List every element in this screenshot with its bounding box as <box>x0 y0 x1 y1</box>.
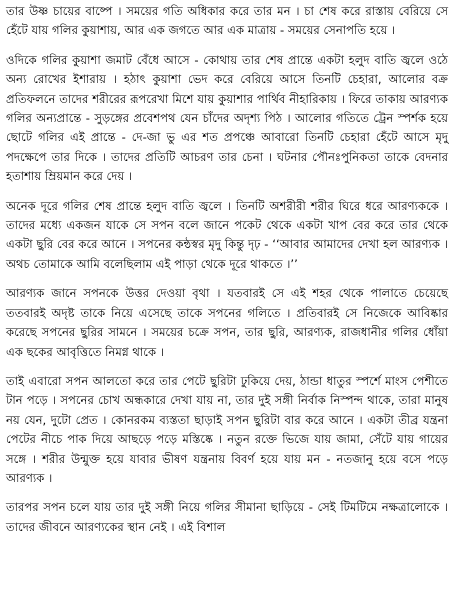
paragraph-1: তার উষ্ণ চায়ের বাষ্পে । সময়ের গতি অধিকার করে তার মন । চা শেষ করে রাস্তায় বেরিয়ে সে হেঁটে যায় গলির কুয়াশায়, আর এক জগতে আর এক মাত্রায় - সময়ের সেনাপতি হয়ে । <box>6 4 448 38</box>
paragraph-3: অনেক দূরে গলির শেষ প্রান্তে হলুদ বাতি জ্বলে । তিনটি অশরীরী শরীর ঘিরে ধরে আরণ্যককে । তাদের মধ্যে একজন যাকে সে সপন বলে জানে পকেট থেকে একটা খাপ বের করে তার থেকে একটা ছুরি বের করে আনে । সপনের কন্ঠস্বর মৃদু কিন্তু দৃঢ় - ‘‘আবার আমাদের দেখা হল আরণ্যক । অথচ তোমাকে আমি বলেছিলাম এই পাড়া থেকে দূরে থাকতে ।’’ <box>6 198 448 271</box>
paragraph-5: তাই এবারো সপন আলতো করে তার পেটে ছুরিটা ঢুকিয়ে দেয়, ঠান্ডা ধাতুর স্পর্শে মাংস পেশীতে টান পড়ে । সপনের চোখ অন্ধকারে দেখা যায় না, তার দুই সঙ্গী নির্বাক নিস্পন্দ থাকে, তারা মানুষ নয় যেন, দুটো প্রেত । কোনরকম ব্যস্ততা ছাড়াই সপন ছুরিটা বার করে আনে । একটা তীব্র যন্ত্রনা পেটের নীচে পাক দিয়ে আছড়ে পড়ে মস্তিষ্কে । নতুন রক্তে ভিজে যায় জামা, সেঁটে যায় গায়ের সঙ্গে । শরীর উন্মুক্ত হয়ে যাবার ভীষণ যন্ত্রনায় বিবর্ণ হয়ে যায় মন - নতজানু হয়ে বসে পড়ে আরণ্যক । <box>6 373 448 485</box>
paragraph-6: তারপর সপন চলে যায় তার দুই সঙ্গী নিয়ে গলির সীমানা ছাড়িয়ে - সেই টিমটিমে নক্ষত্রালোকে । তাদের জীবনে আরণ্যকের স্থান নেই । এই বিশাল <box>6 500 448 534</box>
paragraph-4: আরণ্যক জানে সপনকে উত্তর দেওয়া বৃথা । যতবারই সে এই শহর থেকে পালাতে চেয়েছে ততবারই অদৃষ্ট তাকে নিয়ে এসেছে তাকে সপনের গলিতে । প্রতিবারই সে নিজেকে আবিষ্কার করেছে সপনের ছুরির সামনে । সময়ের চক্রে সপন, তার ছুরি, আরণ্যক, রাজধানীর গলির ধোঁয়া এক ছকের আবৃত্তিতে নিমগ্ন থাকে । <box>6 286 448 359</box>
paragraph-2: ওদিকে গলির কুয়াশা জমাট বেঁধে আসে - কোথায় তার শেষ প্রান্তে একটা হলুদ বাতি জ্বলে ওঠে অন্য রোখের ইশারায় । হঠাৎ কুয়াশা ভেদ করে বেরিয়ে আসে তিনটি চেহারা, আলোর বক্র প্রতিফলনে তাদের শরীরের রূপরেখা মিশে যায় কুয়াশার পার্থিব নীহারিকায় । ফিরে তাকায় আরণ্যক গলির অন্যপ্রান্তে - সুড়ঙ্গের প্রবেশপথ যেন চাঁদের অদৃশ্য পিঠ । আলোর গতিতে ট্রেন স্পর্শক হয়ে ছোটে গলির এই প্রান্তে - দে-জা ভু এর শত প্রপঞ্চে আবারো তিনটি চেহারা হেঁটে আসে মৃদু পদক্ষেপে তার দিকে । তাদের প্রতিটি আচরণ তার চেনা । ঘটনার পৌনঃপুনিকতা তাকে বেদনার হতাশায় ম্রিয়মান করে দেয় । <box>6 52 448 184</box>
